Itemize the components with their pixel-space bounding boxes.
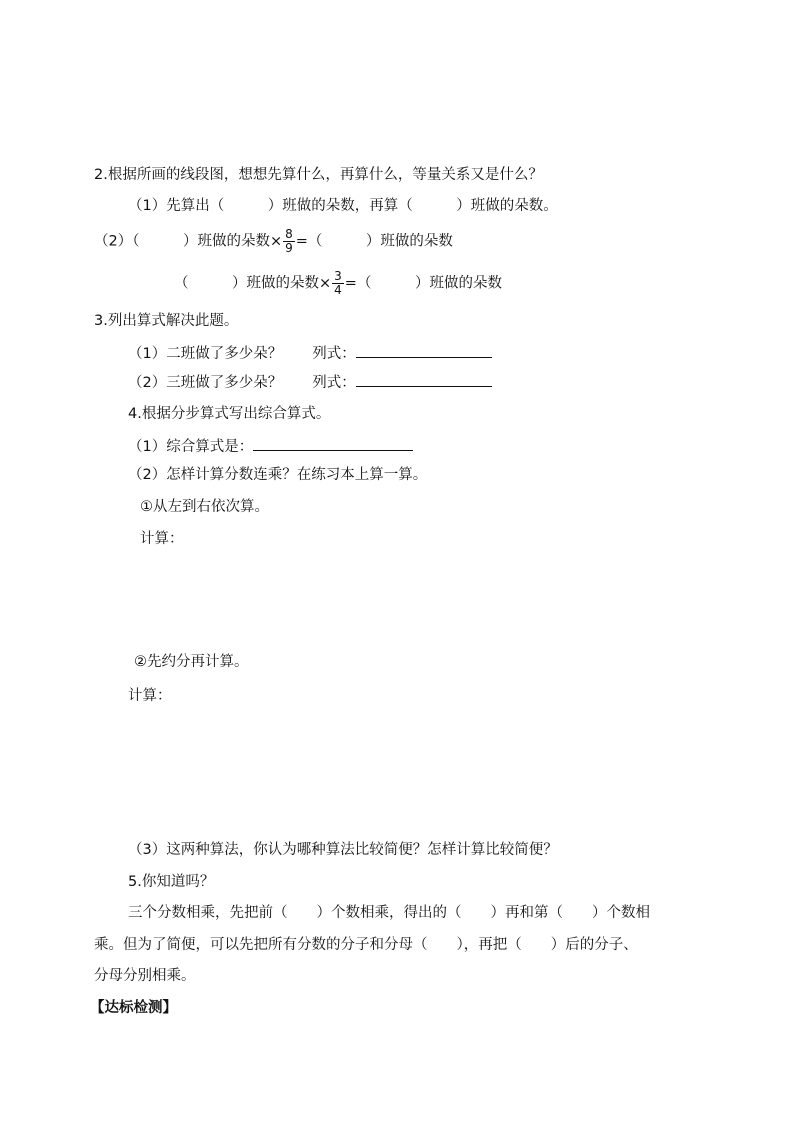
q5-line1: 三个分数相乘，先把前（ ）个数相乘，得出的（ ）再和第（ ）个数相	[128, 905, 650, 921]
q3-part2-question: （2）三班做了多少朵？	[128, 375, 283, 391]
formula-label: 列式：	[312, 375, 356, 391]
q4-title: 4.根据分步算式写出综合算式。	[128, 406, 331, 422]
answer-blank[interactable]	[356, 343, 492, 358]
q2-part3-post: =（ ）班做的朵数	[344, 275, 502, 292]
formula-label: 列式：	[312, 346, 356, 362]
q5-title: 5.你知道吗？	[128, 874, 215, 890]
fraction-denominator: 9	[285, 241, 293, 255]
q2-part1: （1）先算出（ ）班做的朵数，再算（ ）班做的朵数。	[128, 198, 558, 214]
section-heading: 【达标检测】	[90, 1000, 177, 1016]
q2-title: 2.根据所画的线段图，想想先算什么，再算什么，等量关系又是什么？	[94, 167, 543, 183]
q4-method2: ②先约分再计算。	[134, 654, 249, 670]
q4-calc2-label: 计算：	[128, 688, 172, 704]
q2-part2	[94, 228, 453, 255]
q4-part1	[128, 436, 413, 457]
q4-part3: （3）这两种算法，你认为哪种算法比较简便？怎样计算比较简便？	[128, 842, 558, 858]
q3-part2	[128, 372, 492, 393]
q4-calc1-label: 计算：	[140, 531, 184, 547]
q3-part1	[128, 343, 492, 364]
q4-part2: （2）怎样计算分数连乘？在练习本上算一算。	[128, 467, 428, 483]
fraction-numerator: 3	[334, 269, 342, 283]
q4-part1-label: （1）综合算式是：	[128, 439, 254, 455]
q2-part3-pre: （ ）班做的朵数×	[174, 275, 332, 292]
fraction-8-9	[283, 228, 295, 255]
q2-part2-pre: （2）（ ）班做的朵数×	[94, 233, 283, 250]
q3-part1-question: （1）二班做了多少朵？	[128, 346, 283, 362]
q5-line3: 分母分别相乘。	[94, 968, 196, 984]
q4-method1: ①从左到右依次算。	[140, 499, 269, 515]
q2-part2-post: =（ ）班做的朵数	[295, 233, 453, 250]
q3-title: 3.列出算式解决此题。	[94, 313, 239, 329]
answer-blank[interactable]	[253, 436, 413, 451]
q2-part3	[174, 270, 502, 297]
answer-blank[interactable]	[356, 372, 492, 387]
fraction-denominator: 4	[334, 283, 342, 297]
fraction-numerator: 8	[285, 227, 293, 241]
q5-line2: 乘。但为了简便，可以先把所有分数的分子和分母（ ），再把（ ）后的分子、	[94, 937, 638, 953]
fraction-3-4	[332, 270, 344, 297]
